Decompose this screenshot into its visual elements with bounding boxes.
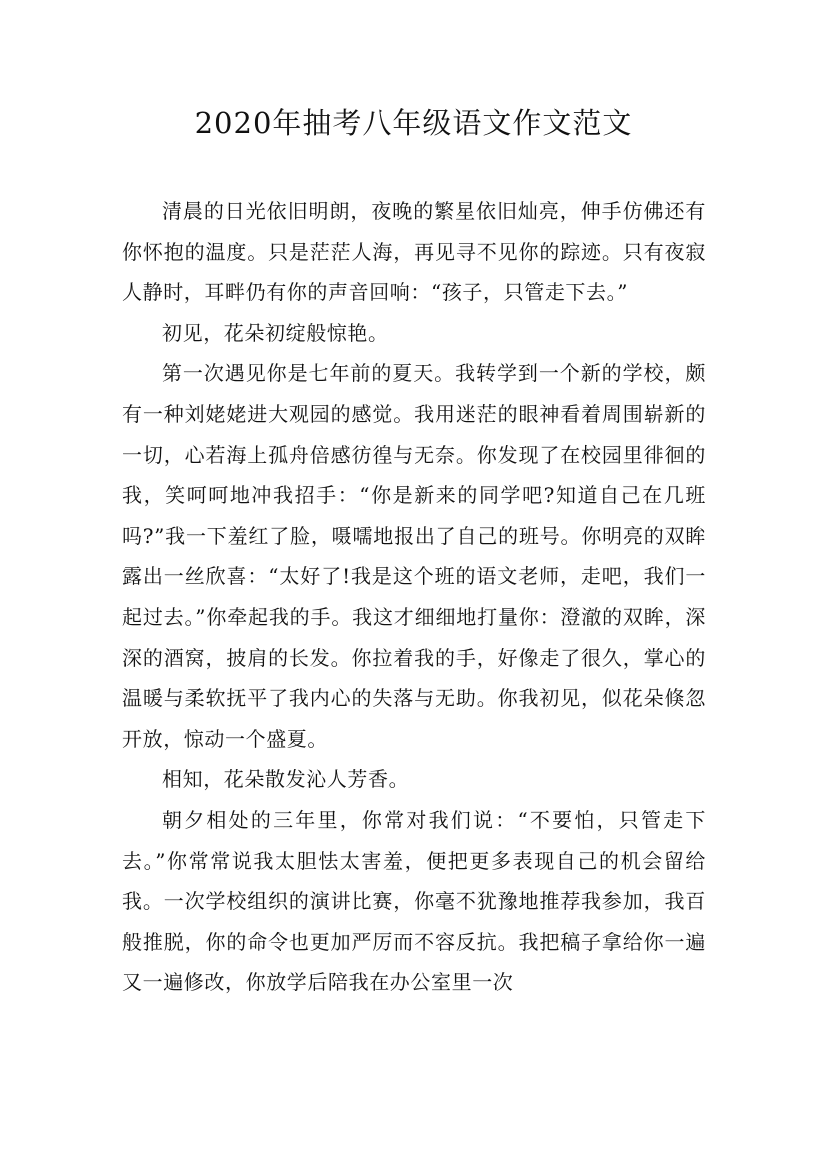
paragraph-5: 朝夕相处的三年里，你常对我们说：“不要怕，只管走下去。”你常常说我太胆怯太害羞，便把更多表现自己的机会留给我。一次学校组织的演讲比赛，你毫不犹豫地推荐我参加，我百般推脱，你的命令也更加严厉而不容反抗。我把稿子拿给你一遍又一遍修改，你放学后陪我在办公室里一次 xyxy=(122,807,706,995)
document-title: 2020年抽考八年级语文作文范文 xyxy=(194,106,633,140)
paragraph-1: 清晨的日光依旧明朗，夜晚的繁星依旧灿亮，伸手仿佛还有你怀抱的温度。只是茫茫人海，再见寻不见你的踪迹。只有夜寂人静时，耳畔仍有你的声音回响：“孩子，只管走下去。” xyxy=(122,199,706,305)
paragraph-4: 相知，花朵散发沁人芳香。 xyxy=(162,767,410,792)
paragraph-2: 初见，花朵初绽般惊艳。 xyxy=(162,320,389,345)
paragraph-3: 第一次遇见你是七年前的夏天。我转学到一个新的学校，颇有一种刘姥姥进大观园的感觉。我用迷茫的眼神看着周围崭新的一切，心若海上孤舟倍感彷徨与无奈。你发现了在校园里徘徊的我，笑呵呵地冲我招手：“你是新来的同学吧?知道自己在几班吗?”我一下羞红了脸，嗫嚅地报出了自己的班号。你明亮的双眸露出一丝欣喜：“太好了!我是这个班的语文老师，走吧，我们一起过去。”你牵起我的手。我这才细细地打量你：澄澈的双眸，深深的酒窝，披肩的长发。你拉着我的手，好像走了很久，掌心的温暖与柔软抚平了我内心的失落与无助。你我初见，似花朵倏忽开放，惊动一个盛夏。 xyxy=(122,361,706,751)
document-body xyxy=(122,191,706,1003)
